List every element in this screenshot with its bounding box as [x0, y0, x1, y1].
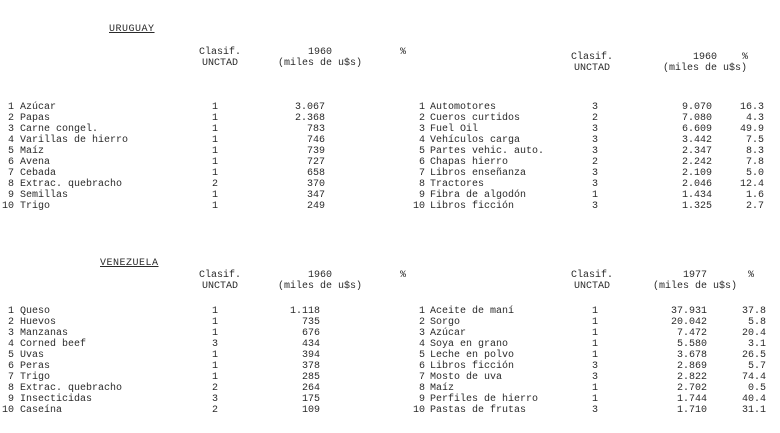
row-product-name: Fibra de algodón [430, 190, 527, 201]
row-rank: 8 [7, 383, 14, 394]
row-value: 2.109 [681, 168, 712, 179]
pct-header: % [748, 270, 755, 281]
pct-header: % [400, 270, 407, 281]
value-column [270, 306, 320, 416]
row-product-name: Huevos [20, 317, 57, 328]
row-rank: 8 [418, 383, 425, 394]
row-rank: 6 [7, 361, 14, 372]
row-rank: 6 [7, 157, 14, 168]
row-percentage: 74.4 [741, 372, 766, 383]
row-value: 2.822 [676, 372, 707, 383]
row-percentage: 37.8 [741, 306, 766, 317]
row-value: 1.325 [681, 201, 712, 212]
row-clasif-code: 1 [211, 102, 218, 113]
row-rank: 5 [7, 146, 14, 157]
row-rank: 4 [7, 135, 14, 146]
row-product-name: Insecticidas [20, 394, 93, 405]
row-rank: 3 [418, 124, 425, 135]
row-product-name: Cebada [20, 168, 57, 179]
row-product-name: Maíz [430, 383, 455, 394]
row-value: 2.702 [676, 383, 707, 394]
row-rank: 8 [418, 179, 425, 190]
row-percentage: 26.5 [741, 350, 766, 361]
row-product-name: Fuel Oil [430, 124, 479, 135]
row-clasif-code: 3 [591, 201, 598, 212]
row-product-name: Perfiles de hierro [430, 394, 539, 405]
row-rank: 3 [418, 328, 425, 339]
row-value: 1.434 [681, 190, 712, 201]
row-percentage: 8.3 [745, 146, 764, 157]
row-clasif-code: 1 [591, 306, 598, 317]
row-rank: 10 [1, 201, 14, 212]
row-percentage: 12.4 [739, 179, 764, 190]
value-column [270, 102, 325, 212]
row-clasif-code: 1 [211, 146, 218, 157]
row-clasif-code: 1 [211, 190, 218, 201]
row-percentage: 16.3 [739, 102, 764, 113]
row-rank: 5 [418, 146, 425, 157]
row-clasif-code: 1 [211, 157, 218, 168]
row-product-name: Tractores [430, 179, 485, 190]
row-rank: 3 [7, 328, 14, 339]
row-percentage: 20.4 [741, 328, 766, 339]
row-product-name: Libros ficción [430, 201, 515, 212]
row-value: 2.046 [681, 179, 712, 190]
row-product-name: Queso [20, 306, 51, 317]
rank-column [0, 102, 14, 212]
value-column [655, 306, 707, 416]
row-clasif-code: 3 [591, 146, 598, 157]
row-value: 9.070 [681, 102, 712, 113]
row-value: 727 [306, 157, 325, 168]
row-value: 2.869 [676, 361, 707, 372]
row-value: 37.931 [670, 306, 707, 317]
row-product-name: Azúcar [20, 102, 57, 113]
row-rank: 10 [412, 201, 425, 212]
row-percentage: 1.6 [745, 190, 764, 201]
row-product-name: Caseína [20, 405, 63, 416]
row-value: 394 [301, 350, 320, 361]
row-product-name: Mosto de uva [430, 372, 503, 383]
pct-header: % [742, 52, 749, 63]
row-product-name: Avena [20, 157, 51, 168]
row-value: 2.368 [294, 113, 325, 124]
row-product-name: Chapas hierro [430, 157, 509, 168]
row-clasif-code: 1 [211, 350, 218, 361]
row-product-name: Extrac. quebracho [20, 179, 123, 190]
row-clasif-code: 1 [591, 317, 598, 328]
row-clasif-code: 3 [591, 361, 598, 372]
clasif-header: Clasif. UNCTAD [570, 270, 613, 292]
row-clasif-code: 3 [591, 405, 598, 416]
row-product-name: Peras [20, 361, 51, 372]
row-value: 5.580 [676, 339, 707, 350]
row-value: 676 [301, 328, 320, 339]
value-header: 1960 (miles de u$s) [277, 47, 362, 69]
row-clasif-code: 3 [211, 339, 218, 350]
value-column [660, 102, 712, 212]
row-product-name: Carne congel. [20, 124, 99, 135]
row-value: 6.609 [681, 124, 712, 135]
row-rank: 1 [7, 306, 14, 317]
row-clasif-code: 1 [211, 372, 218, 383]
row-value: 2.347 [681, 146, 712, 157]
row-clasif-code: 1 [591, 339, 598, 350]
row-rank: 8 [7, 179, 14, 190]
row-value: 3.678 [676, 350, 707, 361]
row-product-name: Trigo [20, 201, 51, 212]
row-clasif-code: 2 [211, 179, 218, 190]
row-value: 20.042 [670, 317, 707, 328]
row-clasif-code: 1 [591, 394, 598, 405]
row-value: 285 [301, 372, 320, 383]
country-title-venezuela: VENEZUELA [100, 258, 159, 269]
row-clasif-code: 3 [591, 102, 598, 113]
row-clasif-code: 1 [211, 361, 218, 372]
product-column [20, 306, 190, 416]
pct-header: % [400, 47, 407, 58]
row-clasif-code: 1 [211, 317, 218, 328]
row-value: 378 [301, 361, 320, 372]
row-product-name: Soya en grano [430, 339, 509, 350]
row-rank: 5 [7, 350, 14, 361]
row-clasif-code: 2 [211, 405, 218, 416]
row-percentage: 5.7 [747, 361, 766, 372]
row-percentage: 0.5 [747, 383, 766, 394]
row-product-name: Sorgo [430, 317, 461, 328]
row-value: 7.472 [676, 328, 707, 339]
row-percentage: 5.8 [747, 317, 766, 328]
row-rank: 2 [418, 113, 425, 124]
rank-column [0, 306, 14, 416]
row-clasif-code: 2 [591, 157, 598, 168]
row-value: 109 [301, 405, 320, 416]
row-rank: 7 [418, 372, 425, 383]
row-product-name: Manzanas [20, 328, 69, 339]
row-product-name: Semillas [20, 190, 69, 201]
row-value: 249 [306, 201, 325, 212]
row-percentage: 49.9 [739, 124, 764, 135]
row-rank: 9 [418, 394, 425, 405]
row-clasif-code: 3 [591, 124, 598, 135]
row-clasif-code: 1 [211, 124, 218, 135]
row-rank: 9 [7, 394, 14, 405]
clasif-header: Clasif. UNCTAD [570, 52, 613, 74]
row-rank: 2 [418, 317, 425, 328]
row-percentage: 31.1 [741, 405, 766, 416]
row-product-name: Trigo [20, 372, 51, 383]
row-value: 739 [306, 146, 325, 157]
row-product-name: Varillas de hierro [20, 135, 129, 146]
value-header: 1977 (miles de u$s) [652, 270, 737, 292]
row-value: 658 [306, 168, 325, 179]
row-clasif-code: 3 [591, 135, 598, 146]
clasif-column [575, 306, 615, 416]
row-product-name: Partes vehic. auto. [430, 146, 545, 157]
clasif-header: Clasif. UNCTAD [198, 270, 241, 292]
row-clasif-code: 2 [591, 113, 598, 124]
row-value: 434 [301, 339, 320, 350]
row-clasif-code: 1 [211, 135, 218, 146]
value-header: 1960 (miles de u$s) [662, 52, 747, 74]
row-rank: 4 [418, 135, 425, 146]
row-value: 2.242 [681, 157, 712, 168]
row-rank: 7 [7, 372, 14, 383]
row-percentage: 2.7 [745, 201, 764, 212]
row-percentage: 40.4 [741, 394, 766, 405]
row-clasif-code: 1 [591, 328, 598, 339]
row-value: 3.067 [294, 102, 325, 113]
row-clasif-code: 1 [591, 383, 598, 394]
row-clasif-code: 1 [591, 350, 598, 361]
row-rank: 4 [7, 339, 14, 350]
value-header: 1960 (miles de u$s) [277, 270, 362, 292]
row-product-name: Aceite de maní [430, 306, 515, 317]
row-rank: 6 [418, 157, 425, 168]
row-clasif-code: 3 [211, 394, 218, 405]
row-rank: 1 [7, 102, 14, 113]
rank-column [405, 102, 425, 212]
product-column [430, 102, 575, 212]
row-value: 735 [301, 317, 320, 328]
row-value: 370 [306, 179, 325, 190]
row-value: 3.442 [681, 135, 712, 146]
product-column [430, 306, 575, 416]
clasif-column [195, 306, 235, 416]
row-percentage: 5.0 [745, 168, 764, 179]
row-percentage: 3.1 [747, 339, 766, 350]
country-title-uruguay: URUGUAY [109, 24, 155, 35]
row-product-name: Automotores [430, 102, 497, 113]
row-product-name: Pastas de frutas [430, 405, 527, 416]
row-product-name: Corned beef [20, 339, 87, 350]
clasif-header: Clasif. UNCTAD [198, 47, 241, 69]
row-rank: 1 [418, 306, 425, 317]
row-clasif-code: 1 [211, 201, 218, 212]
row-value: 1.744 [676, 394, 707, 405]
row-value: 1.118 [289, 306, 320, 317]
row-clasif-code: 3 [591, 372, 598, 383]
row-value: 264 [301, 383, 320, 394]
row-rank: 9 [7, 190, 14, 201]
product-column [20, 102, 190, 212]
row-rank: 10 [1, 405, 14, 416]
clasif-column [195, 102, 235, 212]
row-clasif-code: 1 [211, 328, 218, 339]
row-product-name: Azúcar [430, 328, 467, 339]
row-rank: 4 [418, 339, 425, 350]
row-rank: 3 [7, 124, 14, 135]
row-clasif-code: 3 [591, 168, 598, 179]
row-product-name: Libros enseñanza [430, 168, 527, 179]
row-clasif-code: 1 [211, 168, 218, 179]
row-rank: 1 [418, 102, 425, 113]
row-value: 7.080 [681, 113, 712, 124]
row-product-name: Uvas [20, 350, 45, 361]
row-rank: 2 [7, 113, 14, 124]
row-rank: 10 [412, 405, 425, 416]
pct-column [718, 306, 766, 416]
row-product-name: Vehículos carga [430, 135, 521, 146]
row-product-name: Cueros curtidos [430, 113, 521, 124]
row-value: 783 [306, 124, 325, 135]
row-percentage: 4.3 [745, 113, 764, 124]
row-rank: 2 [7, 317, 14, 328]
row-clasif-code: 2 [211, 383, 218, 394]
row-rank: 7 [7, 168, 14, 179]
row-value: 746 [306, 135, 325, 146]
row-percentage: 7.8 [745, 157, 764, 168]
row-product-name: Libros ficción [430, 361, 515, 372]
row-value: 347 [306, 190, 325, 201]
row-product-name: Extrac. quebracho [20, 383, 123, 394]
row-clasif-code: 3 [591, 179, 598, 190]
clasif-column [575, 102, 615, 212]
row-clasif-code: 1 [211, 306, 218, 317]
row-product-name: Papas [20, 113, 51, 124]
row-value: 1.710 [676, 405, 707, 416]
row-value: 175 [301, 394, 320, 405]
rank-column [405, 306, 425, 416]
row-clasif-code: 1 [211, 113, 218, 124]
row-rank: 5 [418, 350, 425, 361]
row-percentage: 7.5 [745, 135, 764, 146]
pct-column [718, 102, 764, 212]
row-rank: 6 [418, 361, 425, 372]
row-product-name: Maíz [20, 146, 45, 157]
row-rank: 7 [418, 168, 425, 179]
row-clasif-code: 1 [591, 190, 598, 201]
row-rank: 9 [418, 190, 425, 201]
row-product-name: Leche en polvo [430, 350, 515, 361]
